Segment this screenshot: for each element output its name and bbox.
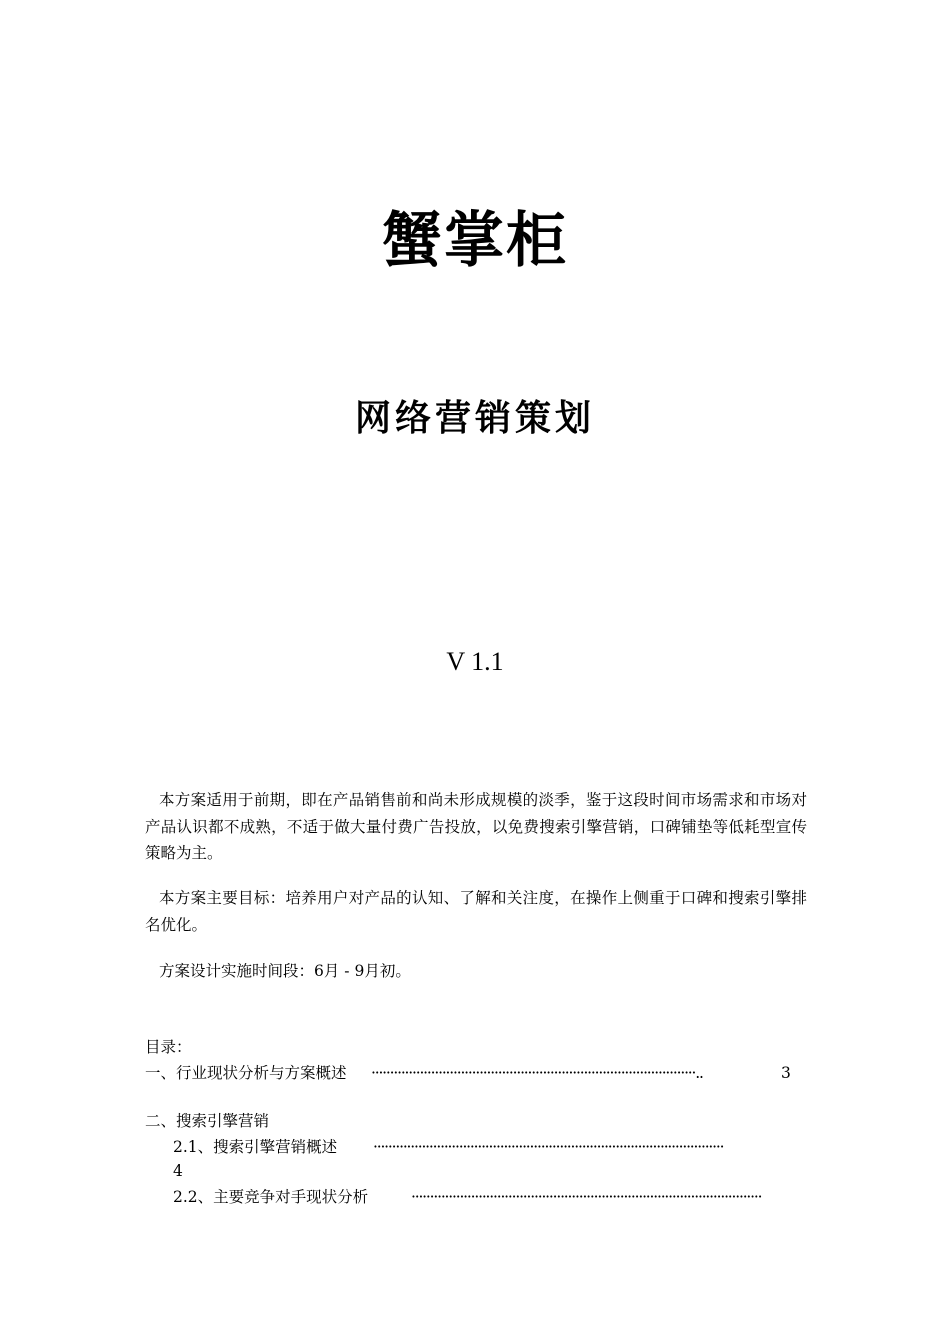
toc-item-1[interactable] [145,1060,800,1086]
toc-heading: 目录： [145,1038,192,1056]
toc-leader: ······························································································ [373,1138,724,1156]
toc-item-label: 一、行业现状分析与方案概述 [145,1064,347,1082]
toc-item-label: 2.1、搜索引擎营销概述 [173,1138,338,1156]
toc-leader: ·······················································································.. [371,1064,703,1082]
intro-paragraph-1: 本方案适用于前期，即在产品销售前和尚未形成规模的淡季，鉴于这段时间市场需求和市场对产品认识都不成熟，不适于做大量付费广告投放，以免费搜索引擎营销，口碑铺垫等低耗型宣传策略为主。 [145,791,807,862]
toc-page-number: 4 [173,1162,183,1180]
document-subtitle: 网络营销策划 [354,398,595,439]
version-label: V 1.1 [446,647,504,676]
toc-leader: ······························································································ [411,1188,762,1206]
toc-item-label: 二、搜索引擎营销 [145,1112,270,1130]
toc-item-label: 2.2、主要竞争对手现状分析 [173,1188,369,1206]
toc-page-number: 3 [781,1064,791,1082]
toc-item-2[interactable] [145,1108,269,1134]
document-title: 蟹掌柜 [382,206,568,276]
intro-paragraph-3: 方案设计实施时间段：6月 - 9月初。 [159,962,411,980]
toc-item-2-1[interactable] [173,1134,813,1160]
intro-paragraph-2: 本方案主要目标：培养用户对产品的认知、了解和关注度，在操作上侧重于口碑和搜索引擎排名优化。 [145,889,807,934]
toc-item-2-2[interactable] [173,1184,813,1210]
